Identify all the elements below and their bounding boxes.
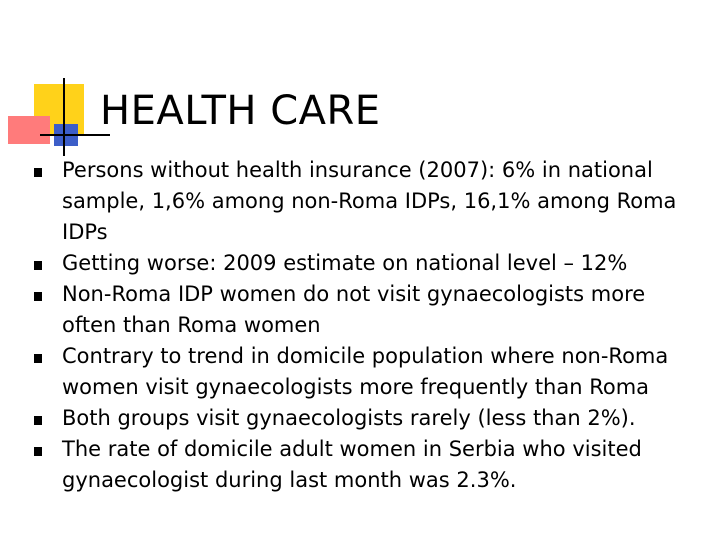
square-bullet-icon (34, 416, 42, 425)
bullet-text: Contrary to trend in domicile population where non-Roma women visit gynaecologists more frequently than Roma (62, 344, 669, 399)
bullet-item (34, 155, 704, 248)
square-bullet-icon (34, 447, 42, 456)
square-bullet-icon (34, 354, 42, 363)
square-bullet-icon (34, 292, 42, 301)
bullet-item (34, 248, 704, 279)
bullet-text: The rate of domicile adult women in Serbia who visited gynaecologist during last month was 2.3%. (62, 437, 642, 492)
bullet-item (34, 341, 704, 403)
square-bullet-icon (34, 261, 42, 270)
square-bullet-icon (34, 168, 42, 177)
logo-red-square (8, 116, 50, 144)
bullet-item (34, 279, 704, 341)
slide-title: HEALTH CARE (100, 88, 381, 134)
bullet-list (34, 155, 704, 496)
bullet-text: Non-Roma IDP women do not visit gynaecologists more often than Roma women (62, 282, 646, 337)
bullet-item (34, 434, 704, 496)
bullet-text: Both groups visit gynaecologists rarely (less than 2%). (62, 406, 636, 430)
bullet-text: Getting worse: 2009 estimate on national level – 12% (62, 251, 628, 275)
bullet-item (34, 403, 704, 434)
bullet-text: Persons without health insurance (2007): 6% in national sample, 1,6% among non-Roma IDPs, 16,1% among Roma IDPs (62, 158, 677, 244)
logo-vertical-line (63, 78, 65, 156)
